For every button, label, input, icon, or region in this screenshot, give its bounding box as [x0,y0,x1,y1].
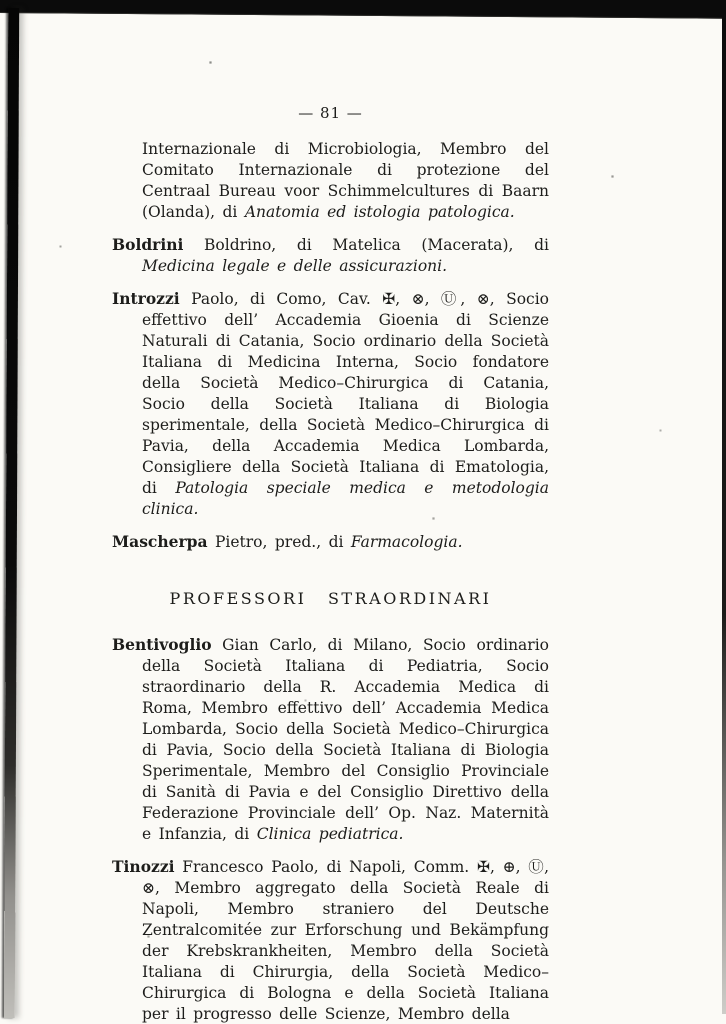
text-segment-normal: Internazionale di Microbiologia, Membro del Comitato Internazionale di protezione del Centraal Bureau voor Schimmelcultures di Baarn (Olanda), di [142,140,549,221]
text-segment-bold: Tinozzi [112,857,175,876]
scan-right-edge [722,14,726,1014]
text-block [112,139,549,1024]
section-heading [112,588,549,609]
text-column [112,104,549,1024]
paragraph-1 [112,234,549,277]
text-segment-normal: Pietro, pred., di [207,533,351,551]
text-segment-bold: Boldrini [112,235,184,254]
text-segment-normal: Francesco Paolo, di Napoli, Comm. ✠, ⊕, Ⓤ, ⊗, Membro aggregato della Società Reale di Napoli, Membro straniero del Deutsche Zentralcomitée zur Erforschung und Bekämpfung der Krebskrankheiten, Membro della Società Italiana di Chirurgia, della Società Medico–Chirurgica di Bologna e della Società Italiana per il progresso delle Scienze, Membro della [142,858,549,1023]
text-segment-italic: Anatomia ed istologia patologica. [244,203,515,221]
text-segment-bold: Bentivoglio [112,635,212,654]
text-segment-normal: Boldrino, di Matelica (Macerata), di [183,236,549,254]
text-segment-normal: PROFESSORI STRAORDINARI [169,589,492,608]
text-segment-normal: Gian Carlo, di Milano, Socio ordinario della Società Italiana di Pediatria, Socio straordinario della R. Accademia Medica di Roma, Membro effettivo dell’ Accademia Medica Lombarda, Socio della Società Medico–Chirurgica di Pavia, Socio della Società Italiana di Biologia Sperimentale, Membro del Consiglio Provinciale di Sanità di Pavia e del Consiglio Direttivo della Federazione Provinciale dell’ Op. Naz. Maternità e Infanzia, di [142,636,549,843]
paragraph-5 [112,634,549,845]
text-segment-italic: Farmacologia. [350,533,463,551]
text-segment-italic: Clinica pediatrica. [256,825,404,843]
paragraph-0 [112,139,549,223]
text-segment-bold: Introzzi [112,289,180,308]
paragraph-6 [112,856,549,1024]
text-segment-normal: Paolo, di Como, Cav. ✠, ⊗, Ⓤ, ⊗, Socio effettivo dell’ Accademia Gioenia di Scienze Naturali di Catania, Socio ordinario della Società Italiana di Medicina Interna, Socio fondatore della Società Medico–Chirurgica di Catania, Socio della Società Italiana di Biologia sperimentale, della Società Medico–Chirurgica di Pavia, della Accademia Medica Lombarda, Consigliere della Società Italiana di Ematologia, di [142,290,549,497]
text-segment-italic: Medicina legale e delle assicurazioni. [142,257,448,275]
text-segment-bold: Mascherpa [112,532,208,551]
paragraph-2 [112,288,549,520]
paragraph-3 [112,531,549,553]
text-segment-italic: Patologia speciale medica e metodologia clinica. [142,479,550,518]
scan-top-edge [0,0,726,19]
page-number: — 81 — [298,104,363,122]
book-binding-edge [4,8,19,1018]
